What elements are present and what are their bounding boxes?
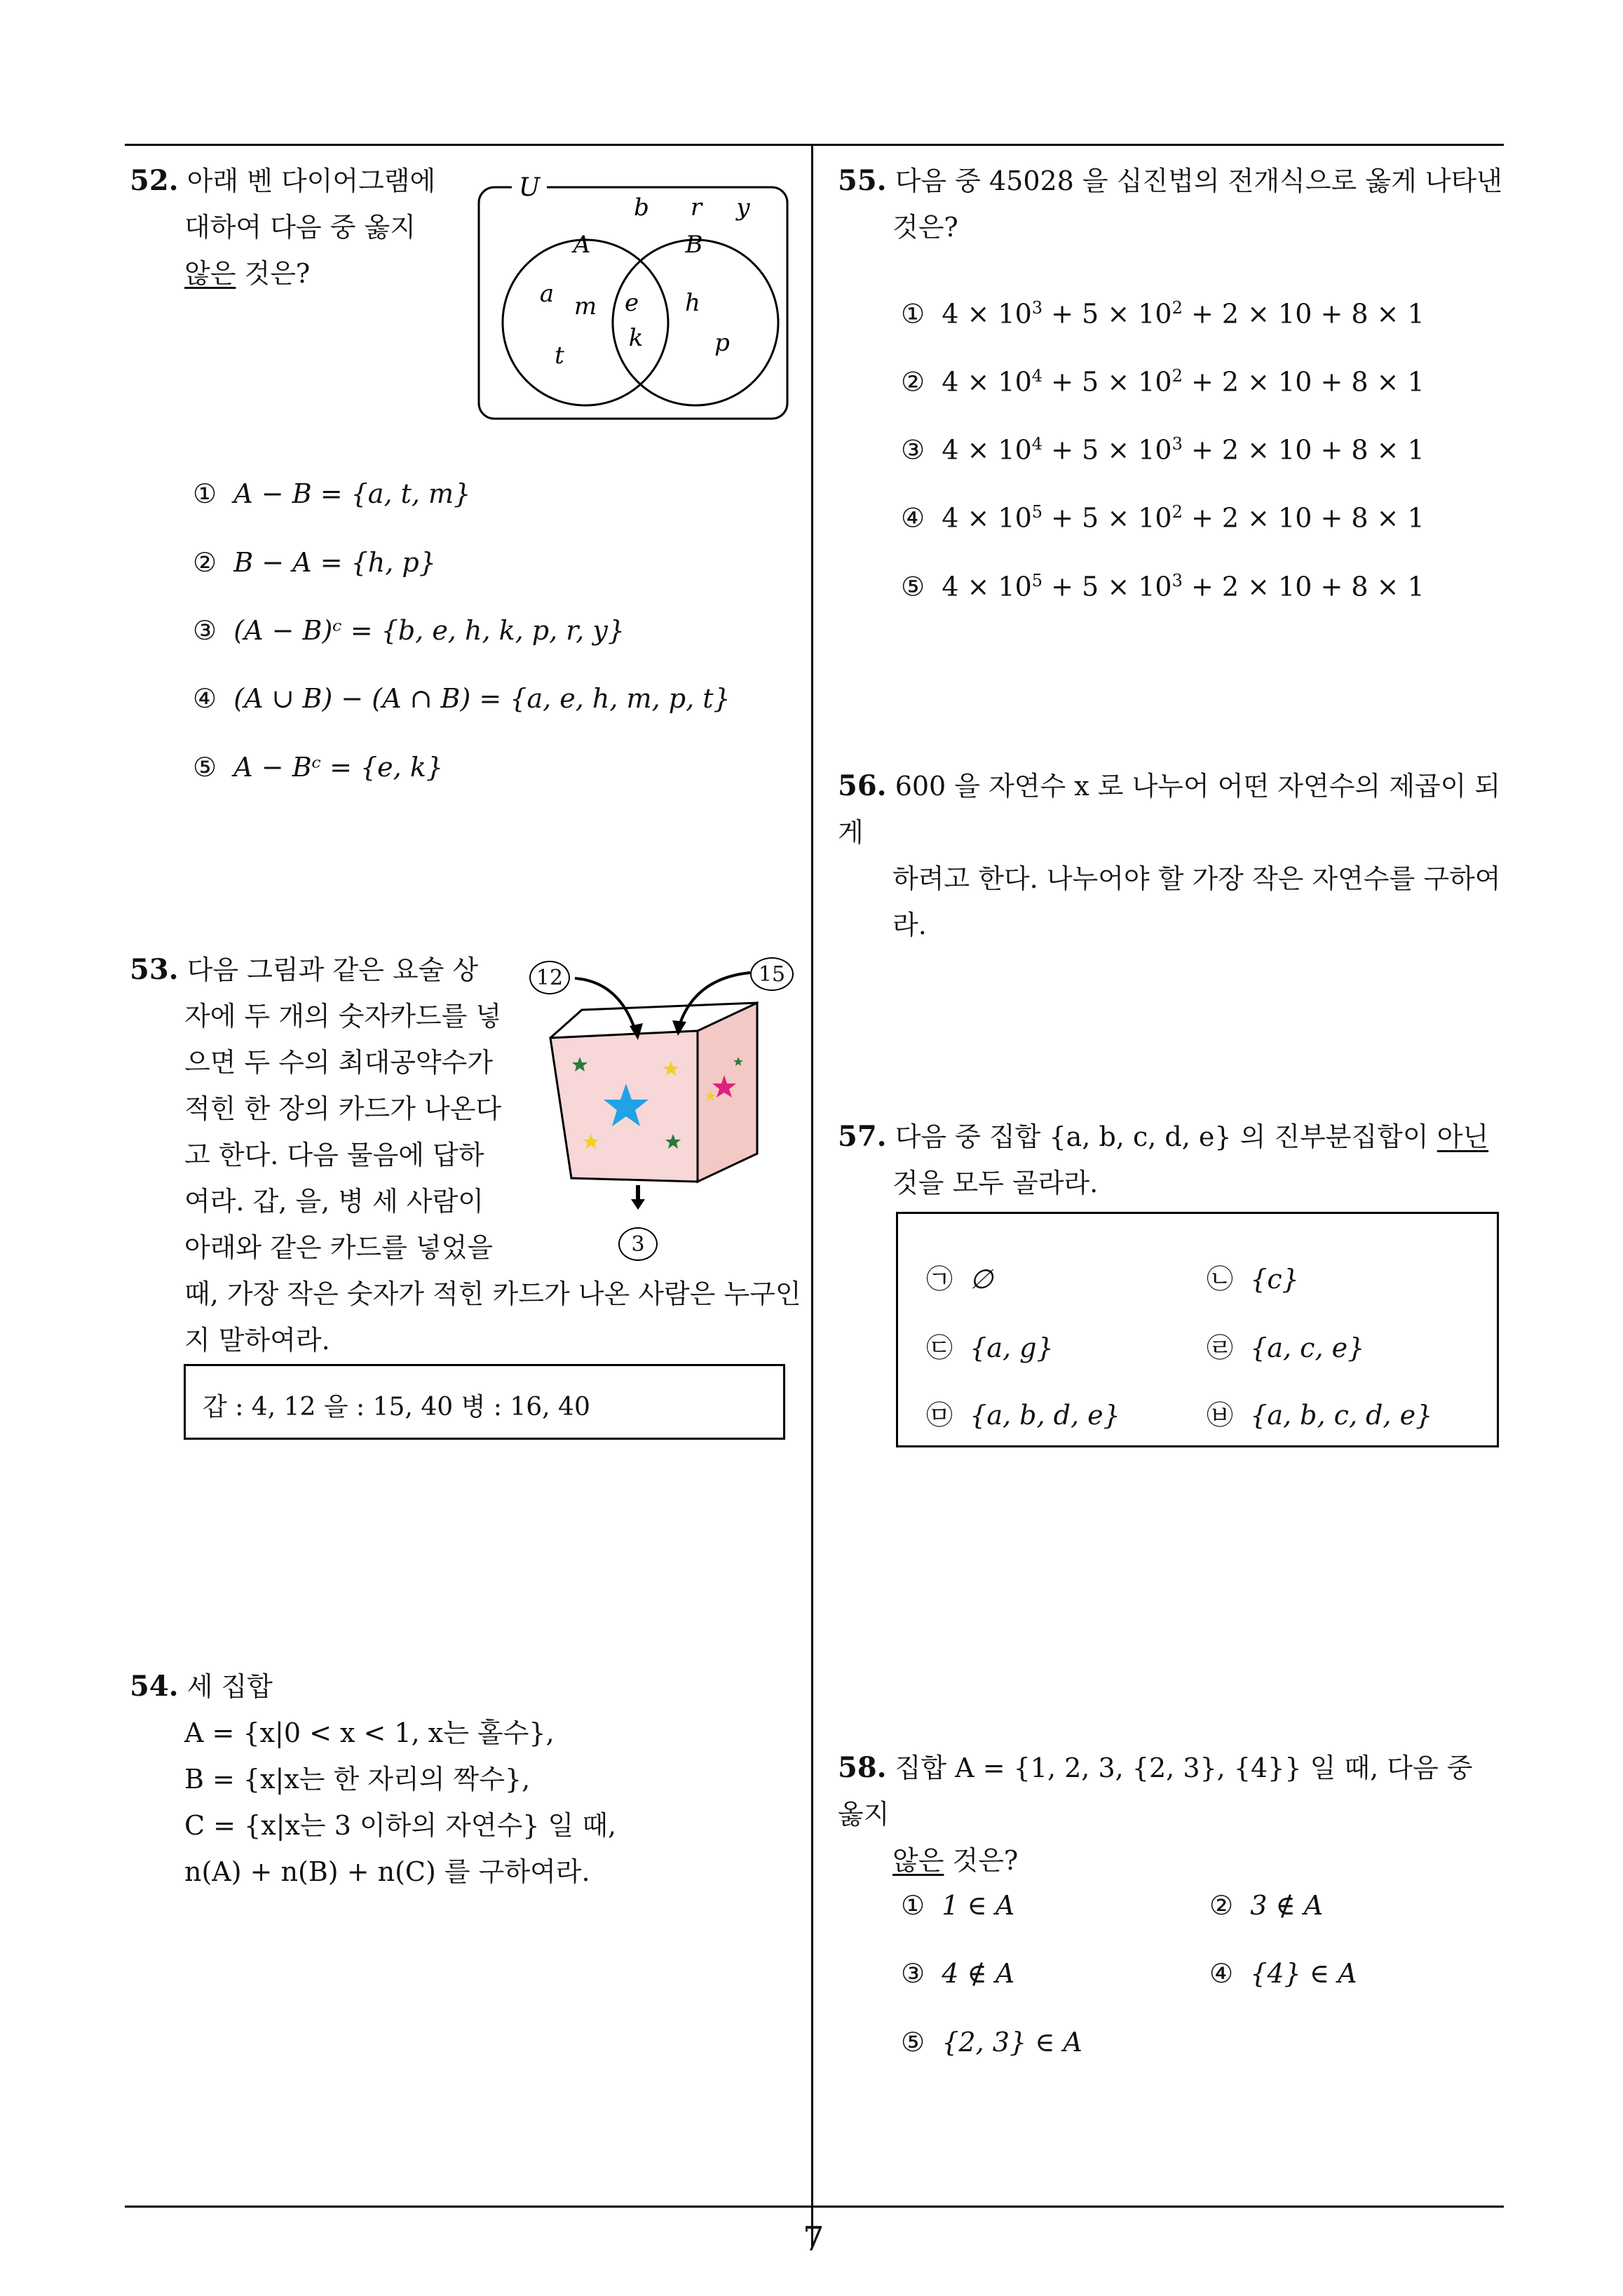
venn-label-u: U [518, 173, 541, 202]
magic-box-illustration [522, 950, 810, 1266]
math-line: A = {x|0 < x < 1, x는 홀수}, [184, 1717, 555, 1748]
card-out: 3 [618, 1227, 658, 1261]
venn-element: a [539, 280, 555, 308]
question-57 [838, 1114, 1504, 1206]
question-number: 57. [838, 1120, 887, 1153]
q53-answer-box [184, 1364, 785, 1440]
answer-option[interactable]: ② 3 ∉ A [1209, 1890, 1324, 1921]
question-52 [130, 158, 494, 297]
math-line: n(A) + n(B) + n(C) 를 구하여라. [184, 1856, 590, 1887]
question-text-line: 집합 A = {1, 2, 3, {2, 3}, {4}} 일 때, 다음 중 옳지 [838, 1753, 1473, 1830]
question-text-line: 다음 중 집합 {a, b, c, d, e} 의 진부분집합이 [895, 1121, 1437, 1152]
question-text-line: 아래 벤 다이어그램에 [186, 166, 436, 196]
choice-item[interactable]: ㉣ {a, c, e} [1207, 1332, 1365, 1363]
question-text-line: 고 한다. 다음 물음에 답하 [184, 1140, 484, 1170]
answer-option[interactable]: ③ $4 \times 10^4 + 5 \times 10^3 + 2 \times 10 + 8 \times 1$ [901, 434, 1425, 466]
question-text-line: 으면 두 수의 최대공약수가 [184, 1047, 494, 1078]
card-in-left: 12 [529, 961, 570, 994]
answer-option[interactable]: ⑤ $4 \times 10^5 + 5 \times 10^3 + 2 \times 10 + 8 \times 1$ [901, 571, 1425, 602]
answer-option[interactable]: ⑤ A − Bᶜ = {e, k} [193, 752, 444, 783]
answer-option[interactable]: ④ (A ∪ B) − (A ∩ B) = {a, e, h, m, p, t} [193, 683, 731, 714]
question-number: 53. [130, 953, 179, 986]
answer-option[interactable]: ④ $4 \times 10^5 + 5 \times 10^2 + 2 \times 10 + 8 \times 1$ [901, 502, 1425, 534]
venn-circle-a [503, 240, 668, 405]
question-55 [838, 158, 1504, 250]
page-number: 7 [803, 2220, 824, 2259]
question-54 [130, 1663, 803, 1895]
question-56 [838, 763, 1504, 948]
underlined-word: 않은 [892, 1845, 944, 1876]
answer-option[interactable]: ③ (A − B)ᶜ = {b, e, h, k, p, r, y} [193, 615, 625, 646]
venn-element: e [624, 289, 639, 317]
venn-element: y [736, 194, 750, 222]
venn-circle-b [613, 240, 778, 405]
box-text: 갑 : 4, 12 을 : 15, 40 병 : 16, 40 [203, 1393, 590, 1422]
venn-element: p [714, 329, 730, 357]
venn-label-a: A [573, 231, 591, 259]
venn-element: t [555, 342, 564, 370]
question-text-line: 때, 가장 작은 숫자가 적힌 카드가 나온 사람은 누구인 [184, 1278, 801, 1309]
venn-diagram [477, 165, 792, 424]
question-number: 55. [838, 164, 887, 197]
column-divider [811, 144, 813, 2248]
question-text-line: 하려고 한다. 나누어야 할 가장 작은 자연수를 구하여 [892, 863, 1501, 894]
question-number: 56. [838, 769, 887, 802]
choice-item[interactable]: ㉤ {a, b, d, e} [926, 1400, 1120, 1431]
answer-option[interactable]: ④ {4} ∈ A [1209, 1958, 1357, 1989]
choice-item[interactable]: ㉥ {a, b, c, d, e} [1207, 1400, 1433, 1431]
question-text-line: 대하여 다음 중 옳지 [184, 212, 416, 243]
question-text-line: 다음 그림과 같은 요술 상 [186, 954, 479, 985]
answer-option[interactable]: ① 1 ∈ A [901, 1890, 1015, 1921]
question-text-line: 것은? [892, 212, 958, 243]
question-text-line: 지 말하여라. [184, 1325, 330, 1356]
venn-element: h [685, 289, 700, 317]
answer-option[interactable]: ③ 4 ∉ A [901, 1958, 1015, 1989]
venn-label-b: B [685, 231, 703, 259]
question-text-line: 다음 중 45028 을 십진법의 전개식으로 옳게 나타낸 [895, 166, 1502, 196]
choice-item[interactable]: ㉢ {a, g} [926, 1332, 1054, 1363]
answer-option[interactable]: ⑤ {2, 3} ∈ A [901, 2027, 1082, 2058]
venn-element: r [690, 194, 702, 222]
question-text-line: 자에 두 개의 숫자카드를 넣 [184, 1001, 502, 1032]
question-text-line: 것은? [944, 1845, 1019, 1876]
question-text-line: 것은? [236, 258, 311, 289]
venn-element: k [628, 324, 644, 352]
question-text-line: 아래와 같은 카드를 넣었을 [184, 1232, 494, 1263]
question-text-line: 적힌 한 장의 카드가 나온다 [184, 1093, 502, 1124]
question-number: 58. [838, 1751, 887, 1784]
question-text-line: 여라. 갑, 을, 병 세 사람이 [184, 1186, 484, 1217]
venn-element: m [573, 292, 597, 320]
question-58 [838, 1745, 1504, 1884]
q57-choice-box [896, 1212, 1499, 1447]
question-text-line: 세 집합 [186, 1671, 273, 1702]
answer-option[interactable]: ② $4 \times 10^4 + 5 \times 10^2 + 2 \times 10 + 8 \times 1$ [901, 366, 1425, 398]
question-number: 52. [130, 164, 179, 197]
question-text-line: 것을 모두 골라라. [892, 1168, 1099, 1198]
question-number: 54. [130, 1670, 179, 1703]
math-line: B = {x|x는 한 자리의 짝수}, [184, 1764, 531, 1795]
question-text-line: 라. [892, 910, 927, 940]
underlined-word: 아닌 [1437, 1121, 1489, 1152]
choice-item[interactable]: ㉠ ∅ [926, 1264, 993, 1295]
choice-item[interactable]: ㉡ {c} [1207, 1264, 1299, 1295]
answer-option[interactable]: ① $4 \times 10^3 + 5 \times 10^2 + 2 \times 10 + 8 \times 1$ [901, 298, 1425, 330]
answer-option[interactable]: ① A − B = {a, t, m} [193, 478, 471, 509]
venn-element: b [634, 194, 649, 222]
top-rule [125, 144, 1504, 146]
question-text-line: 600 을 자연수 x 로 나누어 어떤 자연수의 제곱이 되게 [838, 771, 1501, 848]
math-line: C = {x|x는 3 이하의 자연수} 일 때, [184, 1810, 617, 1841]
answer-option[interactable]: ② B − A = {h, p} [193, 547, 436, 578]
underlined-word: 않은 [184, 258, 236, 289]
bottom-rule [125, 2206, 1504, 2208]
card-in-right: 15 [750, 957, 794, 991]
